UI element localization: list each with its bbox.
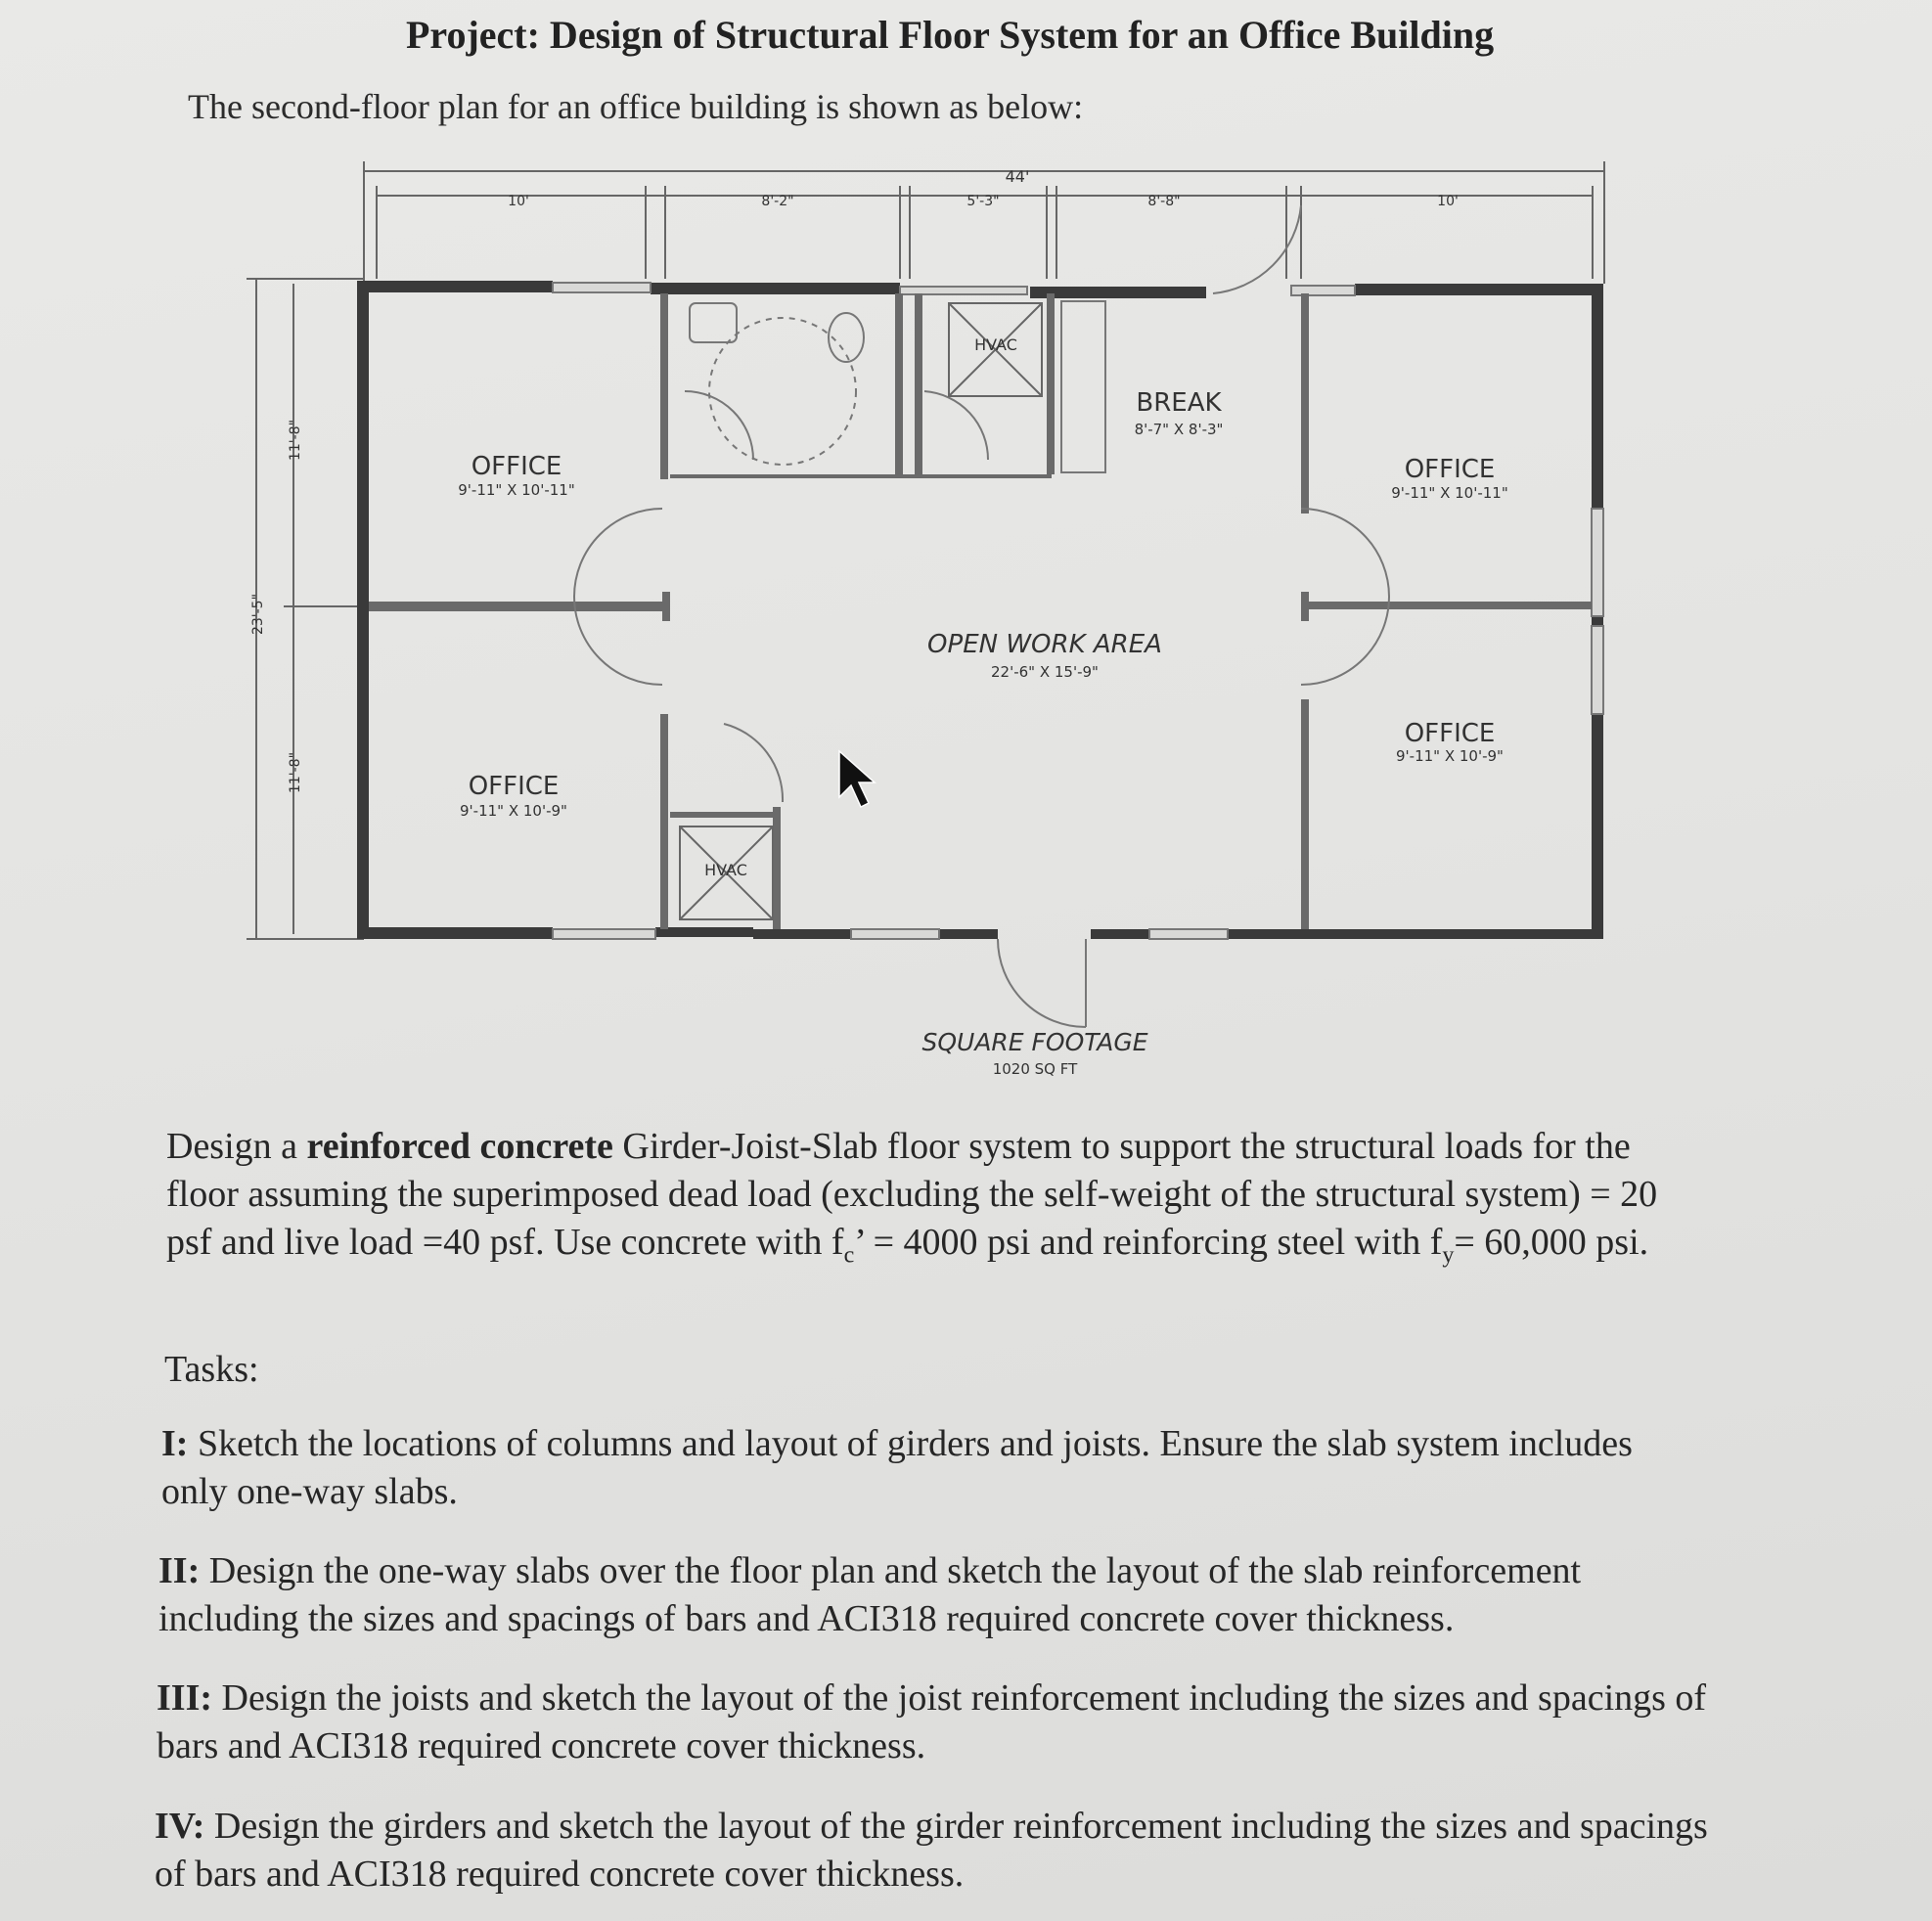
design-paragraph: Design a reinforced concrete Girder-Joist-Slab floor system to support the structural loads for the floor assuming the superimposed dead load (excluding the self-weight of the structural system) = 20 psf and live load =40 psf. Use concrete with $f_c$’ = 4000 psi and reinforcing steel with $f_y= 60,000$ psi.	[166, 1126, 1658, 1269]
intro-text: The second-floor plan for an office building is shown as below:	[188, 87, 1084, 126]
square-footage-value: 1020 SQ FT	[992, 1060, 1078, 1078]
dim-overall-height: 23'-5"	[250, 593, 266, 636]
office-br-name: OFFICE	[1404, 719, 1496, 748]
mouse-cursor-icon	[839, 751, 875, 807]
office-bl-size: 9'-11" X 10'-9"	[460, 802, 567, 820]
hvac-bottom-label: HVAC	[704, 861, 747, 879]
interior-walls	[369, 293, 1592, 929]
dim-seg-3: 5'-3"	[966, 194, 1000, 209]
task-item: I: Sketch the locations of columns and layout of girders and joists. Ensure the slab system includes only one-way slabs.	[161, 1423, 1633, 1512]
break-name: BREAK	[1136, 388, 1222, 418]
open-work-area-name: OPEN WORK AREA	[927, 630, 1162, 659]
office-br-size: 9'-11" X 10'-9"	[1396, 747, 1504, 765]
office-tl-size: 9'-11" X 10'-11"	[458, 481, 575, 499]
tasks-heading: Tasks:	[164, 1349, 259, 1390]
dim-seg-5: 10'	[1437, 194, 1459, 209]
dim-seg-2: 8'-2"	[761, 194, 794, 209]
dim-seg-1: 10'	[508, 194, 529, 209]
dim-overall-width: 44'	[1005, 167, 1030, 186]
office-tr-size: 9'-11" X 10'-11"	[1391, 484, 1508, 502]
dim-seg-4: 8'-8"	[1147, 194, 1181, 209]
open-work-area-size: 22'-6" X 15'-9"	[991, 663, 1099, 681]
hvac-boxes	[680, 303, 1042, 919]
break-size: 8'-7" X 8'-3"	[1134, 421, 1224, 438]
dim-upper-height: 11'-8"	[288, 419, 303, 462]
task-item: II: Design the one-way slabs over the floor plan and sketch the layout of the slab reinforcement including the sizes and spacings of bars and ACI318 required concrete cover thickness.	[158, 1550, 1582, 1639]
office-tr-name: OFFICE	[1404, 455, 1496, 484]
page-title: Project: Design of Structural Floor System for an Office Building	[406, 13, 1495, 57]
top-dimensions	[364, 161, 1604, 284]
office-tl-name: OFFICE	[471, 452, 562, 481]
task-item: IV: Design the girders and sketch the layout of the girder reinforcement including the sizes and spacings of bars and ACI318 required concrete cover thickness.	[155, 1806, 1708, 1895]
office-bl-name: OFFICE	[468, 772, 560, 801]
square-footage-label: SQUARE FOOTAGE	[921, 1028, 1148, 1056]
hvac-top-label: HVAC	[974, 335, 1017, 354]
dim-lower-height: 11'-8"	[288, 751, 303, 794]
task-item: III: Design the joists and sketch the layout of the joist reinforcement including the sizes and spacings of bars and ACI318 required concrete cover thickness.	[157, 1677, 1707, 1766]
